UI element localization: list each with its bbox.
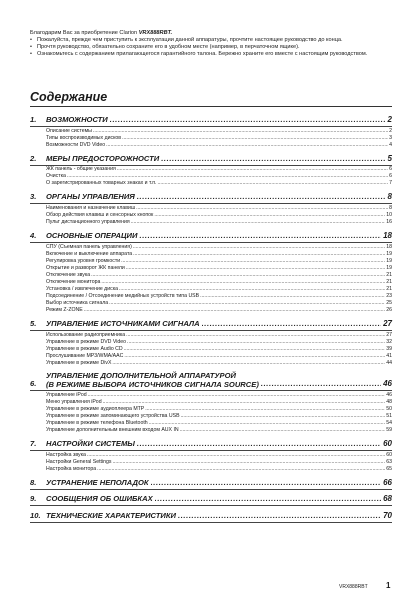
toc-entry[interactable] bbox=[30, 142, 392, 149]
section-title-line2: (В РЕЖИМЕ ВЫБОРА ИСТОЧНИКОВ СИГНАЛА SOURCE) bbox=[46, 380, 259, 390]
entry-title: Типы воспроизводимых дисков bbox=[46, 134, 122, 141]
dot-leader bbox=[154, 212, 385, 219]
dot-leader bbox=[113, 459, 386, 466]
section-page-number: 66 bbox=[383, 477, 392, 487]
section-page-number: 5 bbox=[387, 153, 392, 163]
toc-section-heading[interactable] bbox=[30, 493, 392, 504]
section-page-number: 46 bbox=[383, 379, 392, 389]
dot-leader bbox=[124, 346, 386, 353]
entry-title: Пульт дистанционного управления bbox=[46, 219, 130, 226]
section-title: МЕРЫ ПРЕДОСТОРОЖНОСТИ bbox=[46, 153, 160, 163]
toc-entry[interactable] bbox=[30, 293, 392, 300]
entry-title: ЖК панель - общие указания bbox=[46, 166, 116, 173]
dot-leader bbox=[127, 339, 385, 346]
entry-page-number: 10 bbox=[386, 212, 392, 219]
entry-page-number: 3 bbox=[389, 134, 392, 141]
section-rule bbox=[30, 242, 392, 243]
section-rule bbox=[30, 450, 392, 451]
section-page-number: 8 bbox=[387, 192, 392, 202]
toc-entry[interactable] bbox=[30, 420, 392, 427]
dot-leader bbox=[121, 258, 385, 265]
section-title: ОСНОВНЫЕ ОПЕРАЦИИ bbox=[46, 231, 138, 241]
toc-entry[interactable] bbox=[30, 265, 392, 272]
section-number: 2. bbox=[30, 153, 37, 163]
entry-title: Управление в режиме аудиоплеера MTP bbox=[46, 405, 145, 412]
section-number: 10. bbox=[30, 510, 41, 520]
section-rule bbox=[30, 505, 392, 506]
entry-title: Управление в режиме DivX bbox=[46, 360, 112, 367]
toc-entry[interactable] bbox=[30, 173, 392, 180]
toc-entry[interactable] bbox=[30, 212, 392, 219]
dot-leader bbox=[181, 413, 386, 420]
dot-leader bbox=[101, 279, 385, 286]
entry-title: Управление дополнительным внешним входом AUX IN bbox=[46, 426, 179, 433]
toc-section bbox=[30, 477, 392, 490]
dot-leader bbox=[202, 318, 382, 329]
entry-title: Отключение монитора bbox=[46, 279, 101, 286]
entry-title: Регулировка уровня громкости bbox=[46, 257, 121, 264]
title-rule bbox=[30, 106, 392, 107]
dot-leader bbox=[133, 244, 385, 251]
entry-page-number: 46 bbox=[386, 391, 392, 398]
entry-title: Использование радиоприемника bbox=[46, 331, 126, 338]
section-number: 4. bbox=[30, 231, 37, 241]
entry-title: Прослушивание MP3/WMA/AAC bbox=[46, 353, 124, 359]
section-title: УСТРАНЕНИЕ НЕПОЛАДОК bbox=[46, 477, 149, 487]
entry-page-number: 59 bbox=[386, 426, 392, 433]
intro-bullet: • Пожалуйста, прежде чем приступить к эксплуатации данной аппаратуры, прочтите настоящее руководство до конца. bbox=[30, 37, 392, 44]
entry-title: Управление в режиме запоминающего устройства USB bbox=[46, 412, 180, 419]
section-number: 5. bbox=[30, 319, 37, 329]
entry-title: Наименования и назначение клавиш bbox=[46, 205, 136, 212]
entry-page-number: 44 bbox=[386, 360, 392, 367]
entry-title: Управление в режиме телефона Bluetooth bbox=[46, 419, 148, 426]
toc-entry[interactable] bbox=[30, 427, 392, 434]
dot-leader bbox=[261, 378, 381, 389]
section-page-number: 68 bbox=[383, 494, 392, 504]
toc-section bbox=[30, 510, 392, 523]
entry-title: Настройки General Settings bbox=[46, 458, 112, 465]
entry-page-number: 19 bbox=[386, 264, 392, 271]
dot-leader bbox=[106, 142, 388, 149]
section-page-number: 27 bbox=[383, 319, 392, 329]
entry-title: Настройка звука bbox=[46, 451, 86, 458]
toc-entry[interactable] bbox=[30, 360, 392, 367]
intro-bullets bbox=[30, 37, 392, 58]
dot-leader bbox=[155, 493, 381, 504]
entry-title: СПУ (Съемная панель управления) bbox=[46, 243, 132, 250]
dot-leader bbox=[136, 205, 388, 212]
dot-leader bbox=[151, 477, 382, 488]
dot-leader bbox=[126, 265, 385, 272]
section-rule bbox=[30, 203, 392, 204]
section-rule bbox=[30, 165, 392, 166]
toc-entry[interactable] bbox=[30, 332, 392, 339]
section-title: ОРГАНЫ УПРАВЛЕНИЯ bbox=[46, 192, 135, 202]
entry-page-number: 27 bbox=[386, 331, 392, 338]
dot-leader bbox=[131, 219, 386, 226]
dot-leader bbox=[149, 420, 386, 427]
entry-page-number: 4 bbox=[389, 141, 392, 148]
section-number: 3. bbox=[30, 192, 37, 202]
toc-entry[interactable] bbox=[30, 413, 392, 420]
entry-page-number: 65 bbox=[386, 465, 392, 472]
intro-bullet: • Ознакомьтесь с содержанием прилагающегося гарантийного талона. Бережно храните его вместе с настоящим руководством. bbox=[30, 51, 392, 58]
toc-entry[interactable] bbox=[30, 251, 392, 258]
intro-thanks-text: Благодарим Вас за приобретение Clarion bbox=[30, 30, 139, 36]
toc-entry[interactable] bbox=[30, 353, 392, 360]
dot-leader bbox=[103, 399, 386, 406]
section-title: НАСТРОЙКИ СИСТЕМЫ bbox=[46, 438, 135, 448]
entry-title: Установка / извлечение диска bbox=[46, 286, 118, 293]
toc-entry[interactable] bbox=[30, 452, 392, 459]
toc-entry[interactable] bbox=[30, 346, 392, 353]
toc-entry[interactable] bbox=[30, 244, 392, 251]
entry-title: Включение и выключение аппарата bbox=[46, 250, 133, 257]
toc-title: Содержание bbox=[30, 90, 108, 104]
section-number: 9. bbox=[30, 494, 37, 504]
intro-model: VRX888RBT. bbox=[138, 30, 173, 36]
toc-section bbox=[30, 371, 392, 434]
section-title bbox=[46, 371, 259, 389]
toc-entry[interactable] bbox=[30, 399, 392, 406]
entry-page-number: 21 bbox=[386, 279, 392, 286]
entry-title: Обзор действия клавиш и сенсорных кнопок bbox=[46, 212, 154, 219]
toc-section-heading[interactable] bbox=[30, 153, 392, 164]
dot-leader bbox=[145, 406, 385, 413]
toc-entry[interactable] bbox=[30, 279, 392, 286]
entry-page-number: 25 bbox=[386, 300, 392, 307]
toc-entry[interactable] bbox=[30, 272, 392, 279]
entry-title: Управление в режиме Audio CD bbox=[46, 345, 123, 352]
footer-model-code: VRX888RBT bbox=[339, 584, 368, 590]
dot-leader bbox=[84, 307, 385, 314]
toc-section-heading[interactable] bbox=[30, 510, 392, 521]
entry-page-number: 21 bbox=[386, 271, 392, 278]
section-title: СООБЩЕНИЯ ОБ ОШИБКАХ bbox=[46, 494, 153, 504]
entry-page-number: 26 bbox=[386, 307, 392, 314]
entry-page-number: 60 bbox=[386, 451, 392, 458]
toc-section bbox=[30, 318, 392, 367]
entry-title: Возможности DVD Video bbox=[46, 141, 106, 148]
dot-leader bbox=[133, 251, 385, 258]
section-number: 1. bbox=[30, 115, 37, 124]
entry-page-number: 50 bbox=[386, 405, 392, 412]
section-title: УПРАВЛЕНИЕ ИСТОЧНИКАМИ СИГНАЛА bbox=[46, 319, 200, 329]
toc-entry[interactable] bbox=[30, 406, 392, 413]
toc-section-heading[interactable] bbox=[30, 438, 392, 449]
toc-section-heading[interactable] bbox=[30, 477, 392, 488]
toc-entry[interactable] bbox=[30, 339, 392, 346]
entry-title: Подсоединение / Отсоединение медийных устройств типа USB bbox=[46, 293, 200, 300]
entry-title: Очистка bbox=[46, 173, 66, 180]
dot-leader bbox=[93, 128, 388, 135]
section-number: 6. bbox=[30, 379, 37, 389]
entry-title: Отключение звука bbox=[46, 271, 91, 278]
toc-entry[interactable] bbox=[30, 166, 392, 173]
section-rule bbox=[30, 330, 392, 331]
entry-title: Открытие и разворот ЖК панели bbox=[46, 264, 125, 271]
section-page-number: 60 bbox=[383, 438, 392, 448]
dot-leader bbox=[137, 438, 381, 449]
entry-page-number: 63 bbox=[386, 458, 392, 465]
dot-leader bbox=[139, 230, 381, 241]
entry-page-number: 54 bbox=[386, 419, 392, 426]
dot-leader bbox=[126, 332, 385, 339]
section-title: ВОЗМОЖНОСТИ bbox=[46, 115, 108, 124]
footer-page-number: 1 bbox=[386, 581, 391, 590]
entry-title: О зарегистрированных товарных знаках и т.п. bbox=[46, 180, 157, 187]
toc-entry[interactable] bbox=[30, 307, 392, 314]
dot-leader bbox=[87, 452, 385, 459]
section-rule bbox=[30, 522, 392, 523]
entry-title: Режим Z-ZONE bbox=[46, 307, 83, 314]
toc-section bbox=[30, 114, 392, 149]
dot-leader bbox=[157, 180, 388, 187]
toc-section-heading[interactable] bbox=[30, 230, 392, 241]
entry-page-number: 32 bbox=[386, 338, 392, 345]
section-rule bbox=[30, 390, 392, 391]
toc-entry[interactable] bbox=[30, 128, 392, 135]
toc-section bbox=[30, 438, 392, 473]
dot-leader bbox=[97, 466, 385, 473]
entry-page-number: 2 bbox=[389, 127, 392, 134]
entry-page-number: 6 bbox=[389, 173, 392, 180]
entry-title: Управление iPod bbox=[46, 391, 87, 398]
toc-section bbox=[30, 493, 392, 506]
toc-section-heading[interactable] bbox=[30, 114, 392, 125]
entry-title: Управление в режиме DVD Video bbox=[46, 338, 127, 345]
dot-leader bbox=[124, 353, 385, 360]
dot-leader bbox=[109, 300, 385, 307]
section-page-number: 18 bbox=[383, 231, 392, 241]
dot-leader bbox=[137, 191, 386, 202]
dot-leader bbox=[180, 427, 386, 434]
dot-leader bbox=[200, 293, 385, 300]
entry-title: Меню управления iPod bbox=[46, 398, 102, 405]
entry-page-number: 6 bbox=[389, 166, 392, 173]
toc-section-heading[interactable] bbox=[30, 371, 392, 389]
entry-title: Настройка монитора bbox=[46, 465, 97, 472]
section-number: 7. bbox=[30, 438, 37, 448]
dot-leader bbox=[161, 153, 385, 164]
toc-section bbox=[30, 191, 392, 226]
entry-page-number: 19 bbox=[386, 250, 392, 257]
section-number: 8. bbox=[30, 477, 37, 487]
intro-bullet: • Прочтя руководство, обязательно сохраните его в удобном месте (например, в перчаточном ящике). bbox=[30, 44, 392, 51]
entry-title: Выбор источника сигнала bbox=[46, 300, 109, 307]
toc-entry[interactable] bbox=[30, 258, 392, 265]
toc-section bbox=[30, 230, 392, 314]
dot-leader bbox=[178, 510, 381, 521]
entry-page-number: 51 bbox=[386, 412, 392, 419]
dot-leader bbox=[112, 360, 385, 367]
section-title-line1: УПРАВЛЕНИЕ ДОПОЛНИТЕЛЬНОЙ АППАРАТУРОЙ bbox=[46, 371, 236, 381]
toc-entry[interactable] bbox=[30, 180, 392, 187]
dot-leader bbox=[122, 135, 388, 142]
entry-page-number: 41 bbox=[386, 353, 392, 359]
toc-entry[interactable] bbox=[30, 392, 392, 399]
section-rule bbox=[30, 126, 392, 127]
toc-section bbox=[30, 153, 392, 188]
entry-page-number: 21 bbox=[386, 286, 392, 293]
toc-entry[interactable] bbox=[30, 300, 392, 307]
section-rule bbox=[30, 489, 392, 490]
entry-page-number: 18 bbox=[386, 243, 392, 250]
entry-page-number: 16 bbox=[386, 219, 392, 226]
section-page-number: 2 bbox=[387, 115, 392, 124]
entry-page-number: 7 bbox=[389, 180, 392, 187]
entry-page-number: 8 bbox=[389, 205, 392, 212]
section-title: ТЕХНИЧЕСКИЕ ХАРАКТЕРИСТИКИ bbox=[46, 510, 176, 520]
dot-leader bbox=[88, 392, 386, 399]
dot-leader bbox=[91, 272, 385, 279]
toc-entry[interactable] bbox=[30, 459, 392, 466]
entry-page-number: 39 bbox=[386, 345, 392, 352]
entry-page-number: 23 bbox=[386, 293, 392, 300]
toc-entry[interactable] bbox=[30, 466, 392, 473]
dot-leader bbox=[117, 166, 388, 173]
dot-leader bbox=[110, 114, 386, 125]
section-page-number: 70 bbox=[383, 510, 392, 520]
entry-title: Описание системы bbox=[46, 127, 92, 134]
toc-section-heading[interactable] bbox=[30, 191, 392, 202]
intro-block bbox=[30, 30, 392, 58]
dot-leader bbox=[67, 173, 388, 180]
entry-page-number: 48 bbox=[386, 398, 392, 405]
table-of-contents bbox=[30, 110, 392, 523]
toc-entry[interactable] bbox=[30, 135, 392, 142]
toc-entry[interactable] bbox=[30, 219, 392, 226]
toc-section-heading[interactable] bbox=[30, 318, 392, 329]
entry-page-number: 19 bbox=[386, 257, 392, 264]
